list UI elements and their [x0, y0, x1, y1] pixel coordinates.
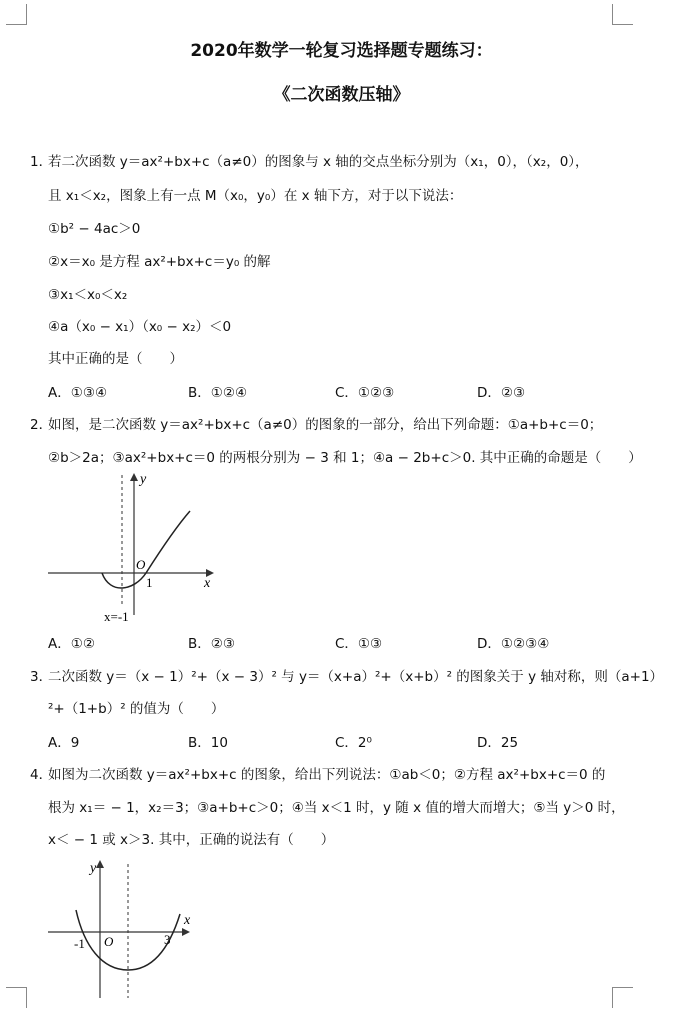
question-text: 且 x₁＜x₂，图象上有一点 M（x₀，y₀）在 x 轴下方，对于以下说法： — [48, 188, 463, 204]
question-text: 如图，是二次函数 y＝ax²+bx+c（a≠0）的图象的一部分，给出下列命题：①a+b+c＝0； — [48, 417, 603, 433]
doc-title: 2020年数学一轮复习选择题专题练习： — [190, 41, 493, 61]
question-prompt: 其中正确的是（ ） — [48, 351, 183, 367]
option-b[interactable]: B．②③ — [188, 636, 235, 652]
tick-label-1: 1 — [146, 575, 153, 590]
y-axis-arrow — [96, 860, 104, 868]
option-c[interactable]: C．①②③ — [335, 385, 395, 401]
question-text: 如图为二次函数 y＝ax²+bx+c 的图象，给出下列说法：①ab＜0；②方程 ax²+bx+c＝0 的 — [48, 767, 606, 783]
parabola-figure-q2 — [44, 465, 224, 625]
statement-3: ③x₁＜x₀＜x₂ — [48, 287, 128, 303]
question-text: ²+（1+b）² 的值为（ ） — [48, 701, 225, 717]
question-text: 二次函数 y＝（x − 1）²+（x − 3）² 与 y＝（x+a）²+（x+b）² 的图象关于 y 轴对称，则（a+1） — [48, 669, 664, 685]
option-b[interactable]: B．①②④ — [188, 385, 248, 401]
option-d[interactable]: D．①②③④ — [477, 636, 550, 652]
question-number: 3． — [30, 669, 53, 685]
statement-4: ④a（x₀ − x₁）（x₀ − x₂）＜0 — [48, 319, 232, 335]
option-d[interactable]: D．25 — [477, 735, 519, 751]
question-number: 2． — [30, 417, 53, 433]
statement-1: ①b² − 4ac＞0 — [48, 221, 141, 237]
question-text: ②b＞2a；③ax²+bx+c＝0 的两根分别为 − 3 和 1；④a − 2b+c＞0. 其中正确的命题是（ ） — [48, 450, 642, 466]
option-c[interactable]: C．2⁰ — [335, 735, 372, 751]
tick-label-neg1: -1 — [74, 936, 85, 951]
axis-line-label: x=-1 — [104, 609, 129, 624]
question-number: 1． — [30, 154, 53, 170]
x-axis-arrow — [182, 928, 190, 936]
y-axis-arrow — [130, 473, 138, 481]
option-a[interactable]: A．9 — [48, 735, 80, 751]
x-label: x — [184, 913, 191, 928]
origin-label: O — [104, 934, 114, 949]
parabola-figure-q4 — [44, 850, 204, 1000]
doc-subtitle: 《二次函数压轴》 — [273, 85, 410, 105]
tick-label-3: 3 — [164, 932, 171, 947]
corner-mark-top-left — [6, 4, 27, 25]
question-text: 若二次函数 y＝ax²+bx+c（a≠0）的图象与 x 轴的交点坐标分别为（x₁，0），（x₂，0）， — [48, 154, 589, 170]
question-text: x＜ − 1 或 x＞3. 其中，正确的说法有（ ） — [48, 832, 335, 848]
statement-2: ②x＝x₀ 是方程 ax²+bx+c＝y₀ 的解 — [48, 254, 271, 270]
corner-mark-bottom-right — [612, 987, 633, 1008]
x-label: x — [204, 576, 211, 591]
option-d[interactable]: D．②③ — [477, 385, 526, 401]
origin-label: O — [136, 557, 146, 572]
option-a[interactable]: A．①③④ — [48, 385, 108, 401]
question-number: 4． — [30, 767, 53, 783]
corner-mark-top-right — [612, 4, 633, 25]
corner-mark-bottom-left — [6, 987, 27, 1008]
question-text: 根为 x₁＝ − 1，x₂＝3；③a+b+c＞0；④当 x＜1 时，y 随 x 值的增大而增大；⑤当 y＞0 时， — [48, 800, 625, 816]
option-b[interactable]: B．10 — [188, 735, 228, 751]
option-a[interactable]: A．①② — [48, 636, 95, 652]
option-c[interactable]: C．①③ — [335, 636, 383, 652]
y-label: y — [140, 472, 147, 487]
y-label: y — [90, 861, 97, 876]
